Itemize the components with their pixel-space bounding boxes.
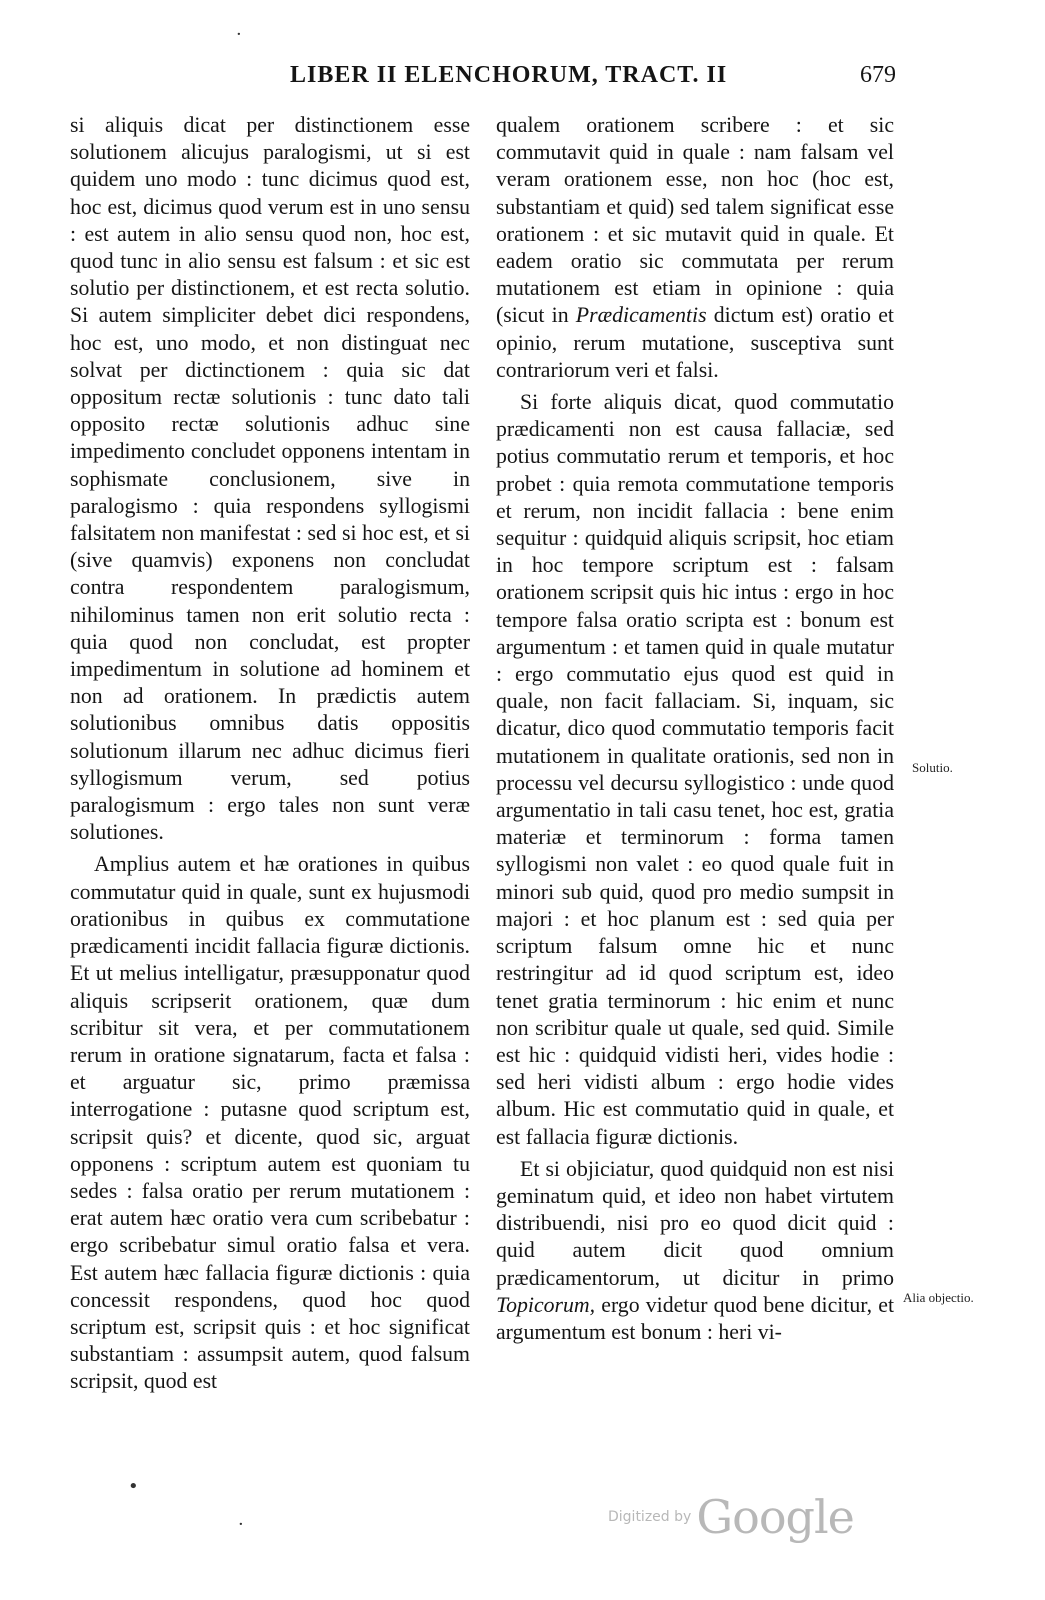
right-paragraph-2: Si forte aliquis dicat, quod commutatio prædicamenti non est causa fallaciæ, sed potius commutatio rerum et temporis, et hoc probet : quia remota commutatione temporis et rerum, non incidit fallacia : bene enim sequitur : quidquid aliquis scripsit, hoc etiam in hoc tempore scriptum est : falsam orationem scripsit quis hic intus : ergo in hoc tempore falsa oratio scripta est : bonum est argumentum : et tamen quid in quale mutatur : ergo commutatio ejus quod est quid in quale, non facit fallaciam. Si, inquam, sic dicatur, dico quod commutatio temporis facit mutationem in qualitate orationis, sed non in processu vel decursu syllogistico : unde quod argumentatio in tali casu tenet, hoc est, gratia materiæ et terminorum : forma tamen syllogismi non valet : eo quod quale fuit in minori sub quid, quod pro medio sumpsit in majori : et hoc planum est : sed quia per scriptum falsum omne hic et nunc restringitur ad id quod scriptum est, ideo tenet gratia terminorum : hic enim et nunc non scribitur quale ut quale, sed quid. Simile est hic : quidquid vidisti heri, vides hodie : sed heri vidisti album : ergo hodie vides album. Hic est commutatio quid in quale, et est fallacia figuræ dictionis. (496, 390, 894, 1149)
google-logo: Google (696, 1490, 854, 1544)
work-title-praedicamentis: Prædicamentis (575, 303, 707, 328)
right-paragraph-3-text-a: Et si objiciatur, quod quidquid non est nisi geminatum quid, et ideo non habet virtutem distribuendi, nisi pro eo quod dicit quid : quid autem dicit quod omnium prædicamentorum, ut dicitur in primo (496, 1156, 894, 1290)
speck-mark: · (238, 1514, 244, 1535)
left-paragraph-1: si aliquis dicat per distinctionem esse solutionem alicujus paralogismi, ut si est quidem uno modo : tunc dicimus quod est, hoc est, dicimus quod verum est in uno sensu : est autem in alio sensu quod non, hoc est, quod tunc in alio sensu est falsum : et sic est solutio per distinctionem, et est recta solutio. Si autem simpliciter debet dici respondens, hoc est, uno modo, et non distinguat nec solvat per dictinctionem : quia sic dat oppositum rectæ solutionis : tunc dato tali opposito rectæ solutionis adhuc sine impedimento concludet opponens intentam in sophismate conclusionem, sive in paralogismo : quia respondens syllogismi falsitatem non manifestat : sed si hoc est, et si (sive quamvis) exponens non concludat contra respondentem paralogismum, nihilominus tamen non erit solutio recta : quia quod non concludat, est propter impedimentum in solutione ad hominem et non ad orationem. In prædictis autem solutionibus omnibus datis oppositis solutionum illarum nec adhuc dicimus fieri syllogismum verum, sed potius paralogismum : ergo tales non sunt veræ solutiones. (70, 113, 470, 845)
speck-mark: · (236, 24, 242, 45)
margin-note-solutio: Solutio. (912, 760, 953, 775)
left-paragraph-2: Amplius autem et hæ orationes in quibus commutatur quid in quale, sunt ex hujusmodi orationibus in quibus ex commutatione prædicamenti incidit fallacia figuræ dictionis. Et ut melius intelligatur, præsupponatur quod aliquis scripserit orationem, quæ dum scribitur sit vera, et per commutationem rerum in oratione signatarum, facta et falsa : et arguatur sic, primo præmissa interrogatione : putasne quod scriptum est, scripsit quis? et dicente, quod sic, arguat opponens : scriptum autem est quoniam tu sedes : falsa oratio per rerum mutationem : erat autem hæc oratio vera cum scribebatur : ergo scribebatur simul oratio falsa et vera. Est autem hæc fallacia figuræ dictionis : quia concessit respondens, quod hoc quod scriptum est, scripsit quis : et hoc significat substantiam : assumpsit autem, quod falsum scripsit, quod est (70, 852, 470, 1394)
page-header (0, 62, 1045, 96)
speck-mark: • (128, 1476, 139, 1497)
watermark-prefix: Digitized by (608, 1509, 692, 1525)
running-title: LIBER II ELENCHORUM, TRACT. II (290, 62, 728, 88)
right-paragraph-1 (496, 112, 894, 384)
margin-note-alia-objectio: Alia objectio. (903, 1290, 974, 1305)
work-title-topicorum: Topicorum, (496, 1292, 596, 1317)
page-number: 679 (860, 62, 896, 88)
right-paragraph-1-text-a: qualem orationem scribere : et sic commutavit quid in quale : nam falsam vel veram orationem esse, non hoc (hoc est, substantiam et quid) sed talem significat esse orationem : et sic mutavit quid in quale. Et eadem oratio sic commutata per rerum mutationem est etiam in opinione : quia (sicut in (496, 113, 894, 328)
left-column (70, 112, 470, 1396)
right-paragraph-3-text-b: ergo videtur quod bene dicitur, et argumentum est bonum : heri vi- (496, 1292, 894, 1344)
right-paragraph-1-text-b: dictum est) oratio et opinio, rerum mutatione, susceptiva sunt contrariorum veri et falsi. (496, 303, 894, 382)
right-column (496, 112, 894, 1346)
right-paragraph-3 (496, 1156, 894, 1346)
digitized-watermark (608, 1490, 854, 1544)
